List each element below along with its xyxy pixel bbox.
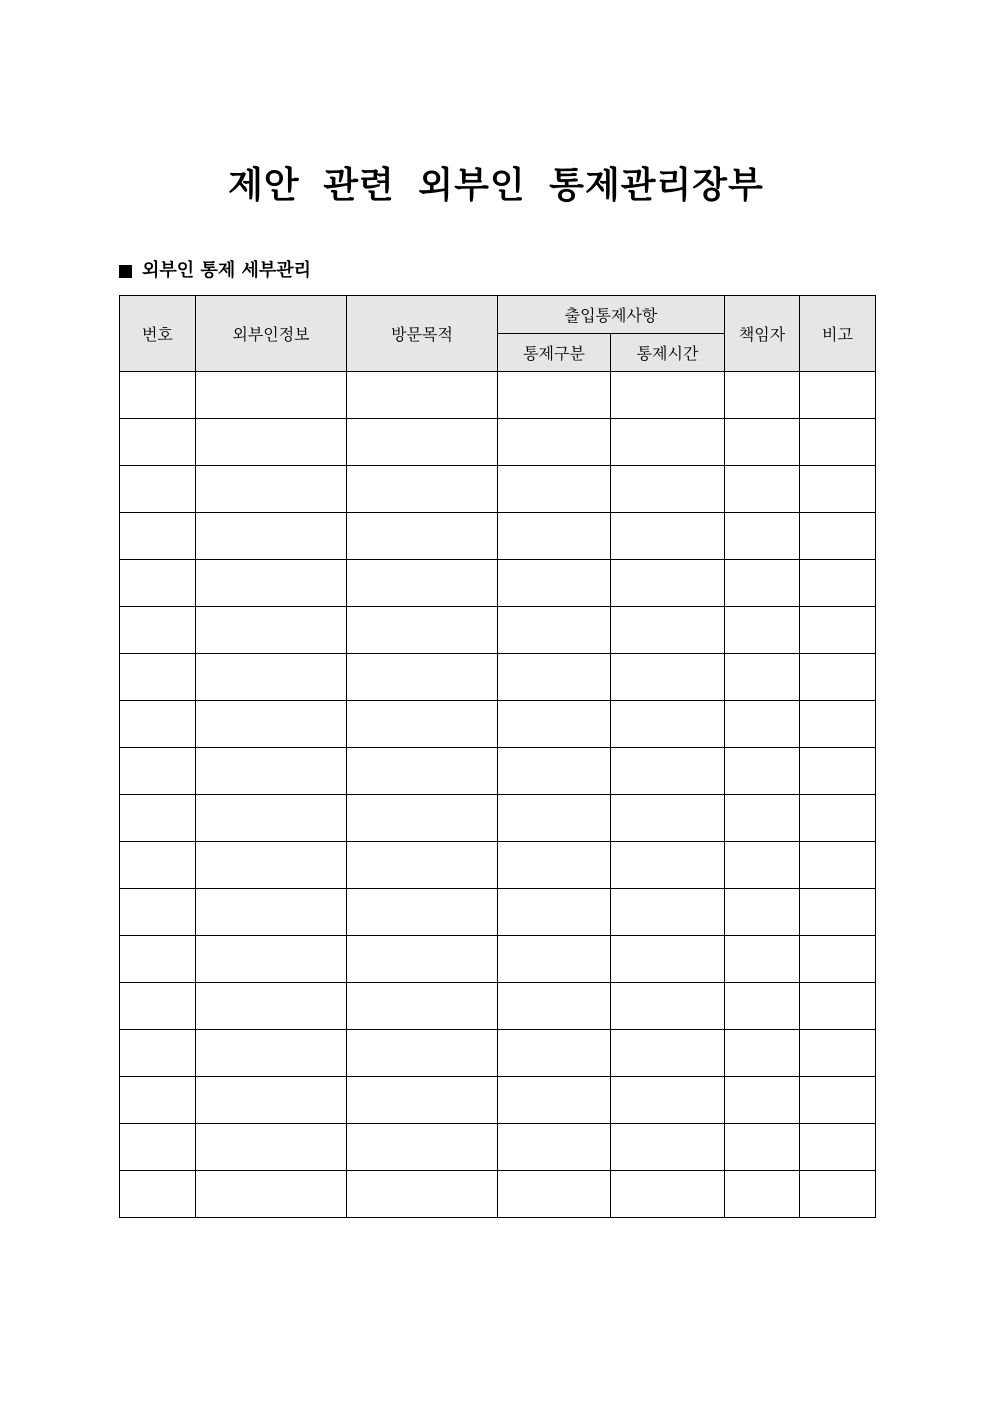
cell-control-type[interactable]: [498, 795, 611, 842]
cell-control-type[interactable]: [498, 419, 611, 466]
cell-remarks[interactable]: [800, 513, 876, 560]
cell-remarks[interactable]: [800, 560, 876, 607]
cell-control-time[interactable]: [611, 701, 725, 748]
cell-visit-purpose[interactable]: [347, 1124, 498, 1171]
cell-control-type[interactable]: [498, 372, 611, 419]
table-row: [120, 889, 876, 936]
cell-control-type[interactable]: [498, 654, 611, 701]
cell-visitor-info[interactable]: [196, 654, 347, 701]
cell-visit-purpose[interactable]: [347, 560, 498, 607]
cell-control-type[interactable]: [498, 936, 611, 983]
cell-visit-purpose[interactable]: [347, 842, 498, 889]
cell-visitor-info[interactable]: [196, 419, 347, 466]
cell-number[interactable]: [120, 372, 196, 419]
cell-visitor-info[interactable]: [196, 983, 347, 1030]
cell-remarks[interactable]: [800, 795, 876, 842]
cell-visit-purpose[interactable]: [347, 372, 498, 419]
table-row: [120, 842, 876, 889]
cell-control-time[interactable]: [611, 1124, 725, 1171]
cell-visit-purpose[interactable]: [347, 466, 498, 513]
cell-person-in-charge[interactable]: [725, 466, 800, 513]
cell-control-time[interactable]: [611, 842, 725, 889]
cell-control-type[interactable]: [498, 842, 611, 889]
cell-visitor-info[interactable]: [196, 1124, 347, 1171]
cell-visit-purpose[interactable]: [347, 889, 498, 936]
cell-person-in-charge[interactable]: [725, 936, 800, 983]
cell-number[interactable]: [120, 795, 196, 842]
cell-visitor-info[interactable]: [196, 842, 347, 889]
cell-remarks[interactable]: [800, 419, 876, 466]
cell-visitor-info[interactable]: [196, 748, 347, 795]
table-row: [120, 983, 876, 1030]
cell-remarks[interactable]: [800, 1124, 876, 1171]
header-remarks: 비고: [800, 296, 876, 372]
cell-number[interactable]: [120, 1030, 196, 1077]
cell-person-in-charge[interactable]: [725, 1171, 800, 1218]
cell-visit-purpose[interactable]: [347, 654, 498, 701]
header-visitor-info: 외부인정보: [196, 296, 347, 372]
cell-control-time[interactable]: [611, 889, 725, 936]
table-row: [120, 1124, 876, 1171]
cell-remarks[interactable]: [800, 1077, 876, 1124]
cell-control-type[interactable]: [498, 889, 611, 936]
cell-visit-purpose[interactable]: [347, 1077, 498, 1124]
cell-number[interactable]: [120, 983, 196, 1030]
cell-visitor-info[interactable]: [196, 1171, 347, 1218]
cell-number[interactable]: [120, 1124, 196, 1171]
cell-control-type[interactable]: [498, 701, 611, 748]
header-access-control-group: 출입통제사항: [498, 296, 725, 334]
table-row: [120, 1077, 876, 1124]
section-heading-label: 외부인 통제 세부관리: [142, 260, 312, 281]
cell-control-type[interactable]: [498, 560, 611, 607]
cell-control-time[interactable]: [611, 748, 725, 795]
cell-number[interactable]: [120, 466, 196, 513]
table-row: [120, 1171, 876, 1218]
cell-remarks[interactable]: [800, 372, 876, 419]
cell-visitor-info[interactable]: [196, 795, 347, 842]
cell-control-time[interactable]: [611, 1030, 725, 1077]
table-row: [120, 560, 876, 607]
table-row: [120, 466, 876, 513]
header-control-time: 통제시간: [611, 334, 725, 372]
cell-person-in-charge[interactable]: [725, 513, 800, 560]
cell-control-time[interactable]: [611, 936, 725, 983]
table-row: [120, 654, 876, 701]
cell-person-in-charge[interactable]: [725, 607, 800, 654]
cell-control-time[interactable]: [611, 654, 725, 701]
visitor-control-ledger-table: [119, 295, 876, 1218]
cell-control-type[interactable]: [498, 983, 611, 1030]
cell-person-in-charge[interactable]: [725, 1030, 800, 1077]
cell-number[interactable]: [120, 1077, 196, 1124]
cell-number[interactable]: [120, 842, 196, 889]
cell-visitor-info[interactable]: [196, 466, 347, 513]
cell-remarks[interactable]: [800, 1030, 876, 1077]
page-title: 제안 관련 외부인 통제관리장부: [228, 165, 764, 206]
cell-control-type[interactable]: [498, 1030, 611, 1077]
cell-remarks[interactable]: [800, 748, 876, 795]
cell-control-type[interactable]: [498, 466, 611, 513]
cell-person-in-charge[interactable]: [725, 560, 800, 607]
cell-person-in-charge[interactable]: [725, 1077, 800, 1124]
cell-control-time[interactable]: [611, 1077, 725, 1124]
table-row: [120, 513, 876, 560]
header-person-in-charge: 책임자: [725, 296, 800, 372]
cell-remarks[interactable]: [800, 983, 876, 1030]
square-bullet-icon: [119, 265, 132, 278]
header-number: 번호: [120, 296, 196, 372]
header-control-type: 통제구분: [498, 334, 611, 372]
cell-control-type[interactable]: [498, 513, 611, 560]
cell-number[interactable]: [120, 1171, 196, 1218]
cell-control-type[interactable]: [498, 1171, 611, 1218]
cell-control-time[interactable]: [611, 419, 725, 466]
cell-person-in-charge[interactable]: [725, 748, 800, 795]
cell-number[interactable]: [120, 607, 196, 654]
table-row: [120, 936, 876, 983]
cell-remarks[interactable]: [800, 654, 876, 701]
cell-control-type[interactable]: [498, 607, 611, 654]
cell-visit-purpose[interactable]: [347, 1171, 498, 1218]
cell-visit-purpose[interactable]: [347, 513, 498, 560]
cell-control-time[interactable]: [611, 983, 725, 1030]
cell-remarks[interactable]: [800, 936, 876, 983]
table-row: [120, 1030, 876, 1077]
cell-remarks[interactable]: [800, 1171, 876, 1218]
table-row: [120, 419, 876, 466]
cell-number[interactable]: [120, 560, 196, 607]
cell-visit-purpose[interactable]: [347, 983, 498, 1030]
table-row: [120, 748, 876, 795]
cell-remarks[interactable]: [800, 466, 876, 513]
ledger-body: [120, 372, 876, 1218]
cell-person-in-charge[interactable]: [725, 983, 800, 1030]
cell-person-in-charge[interactable]: [725, 701, 800, 748]
header-visit-purpose: 방문목적: [347, 296, 498, 372]
section-heading: [119, 258, 311, 284]
cell-control-type[interactable]: [498, 1124, 611, 1171]
cell-control-time[interactable]: [611, 560, 725, 607]
table-row: [120, 372, 876, 419]
cell-remarks[interactable]: [800, 842, 876, 889]
cell-visitor-info[interactable]: [196, 372, 347, 419]
cell-control-time[interactable]: [611, 1171, 725, 1218]
cell-visitor-info[interactable]: [196, 513, 347, 560]
cell-control-type[interactable]: [498, 1077, 611, 1124]
cell-person-in-charge[interactable]: [725, 654, 800, 701]
cell-number[interactable]: [120, 654, 196, 701]
cell-control-time[interactable]: [611, 513, 725, 560]
cell-number[interactable]: [120, 889, 196, 936]
cell-number[interactable]: [120, 701, 196, 748]
cell-visitor-info[interactable]: [196, 701, 347, 748]
cell-number[interactable]: [120, 419, 196, 466]
table-row: [120, 701, 876, 748]
cell-control-time[interactable]: [611, 795, 725, 842]
cell-visit-purpose[interactable]: [347, 607, 498, 654]
cell-visitor-info[interactable]: [196, 1077, 347, 1124]
cell-visit-purpose[interactable]: [347, 748, 498, 795]
cell-visit-purpose[interactable]: [347, 795, 498, 842]
cell-visit-purpose[interactable]: [347, 1030, 498, 1077]
cell-visit-purpose[interactable]: [347, 419, 498, 466]
cell-visitor-info[interactable]: [196, 607, 347, 654]
cell-visitor-info[interactable]: [196, 889, 347, 936]
cell-person-in-charge[interactable]: [725, 889, 800, 936]
cell-remarks[interactable]: [800, 889, 876, 936]
cell-control-time[interactable]: [611, 607, 725, 654]
cell-person-in-charge[interactable]: [725, 1124, 800, 1171]
cell-visitor-info[interactable]: [196, 560, 347, 607]
cell-number[interactable]: [120, 936, 196, 983]
cell-number[interactable]: [120, 748, 196, 795]
cell-person-in-charge[interactable]: [725, 419, 800, 466]
cell-visit-purpose[interactable]: [347, 701, 498, 748]
cell-remarks[interactable]: [800, 701, 876, 748]
cell-control-time[interactable]: [611, 372, 725, 419]
table-row: [120, 795, 876, 842]
cell-remarks[interactable]: [800, 607, 876, 654]
cell-person-in-charge[interactable]: [725, 795, 800, 842]
cell-visitor-info[interactable]: [196, 936, 347, 983]
cell-number[interactable]: [120, 513, 196, 560]
cell-control-type[interactable]: [498, 748, 611, 795]
cell-person-in-charge[interactable]: [725, 372, 800, 419]
cell-visit-purpose[interactable]: [347, 936, 498, 983]
table-row: [120, 607, 876, 654]
cell-visitor-info[interactable]: [196, 1030, 347, 1077]
cell-control-time[interactable]: [611, 466, 725, 513]
cell-person-in-charge[interactable]: [725, 842, 800, 889]
